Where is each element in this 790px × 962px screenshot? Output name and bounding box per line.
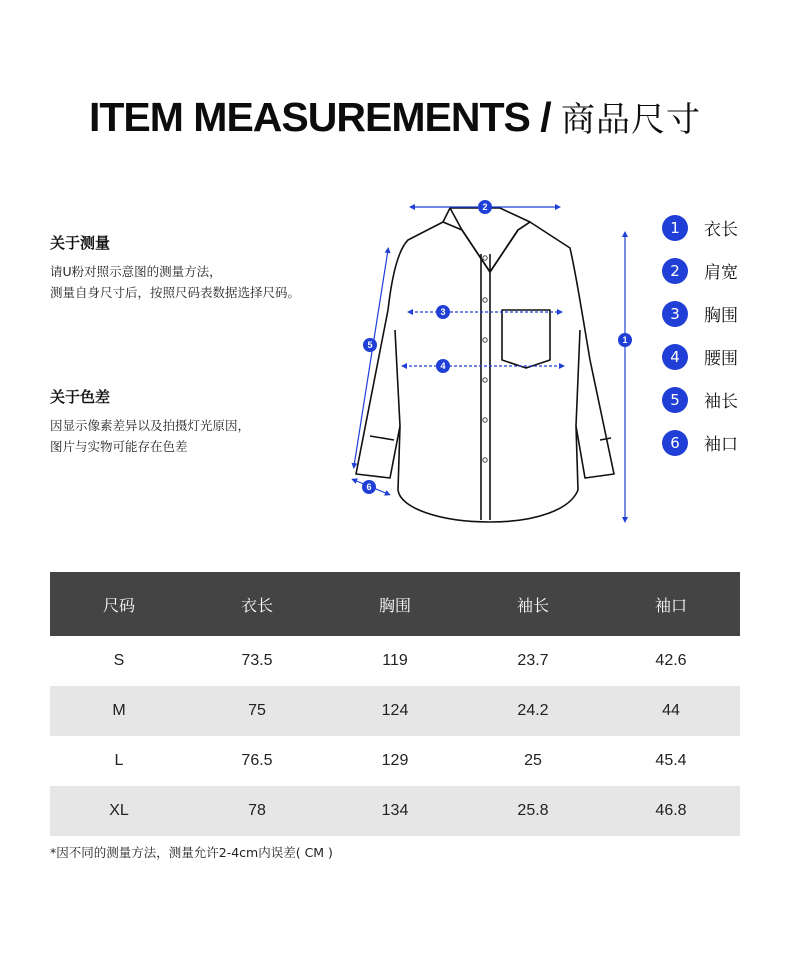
legend-item xyxy=(662,335,738,378)
legend-item xyxy=(662,249,738,292)
table-cell: 46.8 xyxy=(602,786,740,836)
measure-info-line1: 请U粉对照示意图的测量方法， xyxy=(50,264,222,279)
table-row xyxy=(50,636,740,686)
header-cuff: 袖口 xyxy=(602,572,740,636)
number-6-icon: 6 xyxy=(662,430,688,456)
color-info xyxy=(50,386,250,457)
header-sleeve: 袖长 xyxy=(464,572,602,636)
marker-6-label: 6 xyxy=(366,482,372,492)
shirt-outline xyxy=(356,208,614,522)
table-cell: 24.2 xyxy=(464,686,602,736)
table-cell: 134 xyxy=(326,786,464,836)
table-cell: L xyxy=(114,752,124,769)
marker-1-label: 1 xyxy=(622,335,628,345)
table-cell: 45.4 xyxy=(655,752,687,769)
number-4-icon: 4 xyxy=(662,344,688,370)
table-cell: 78 xyxy=(188,786,326,836)
table-row xyxy=(50,736,740,786)
legend-label: 肩宽 xyxy=(704,263,738,283)
page-title xyxy=(0,92,790,141)
header-chest: 胸围 xyxy=(326,572,464,636)
table-cell: 25 xyxy=(524,752,542,769)
marker-2-label: 2 xyxy=(482,202,488,212)
number-3-icon: 3 xyxy=(662,301,688,327)
color-info-line1: 因显示像素差异以及拍摄灯光原因， xyxy=(50,418,251,433)
table-cell: 124 xyxy=(326,686,464,736)
title-cn: 商品尺寸 xyxy=(561,100,702,140)
header-size: 尺码 xyxy=(50,572,188,636)
table-row xyxy=(50,686,740,736)
legend-item xyxy=(662,206,738,249)
table-cell: 44 xyxy=(602,686,740,736)
table-cell: 76.5 xyxy=(241,752,273,769)
table-cell: 129 xyxy=(381,752,409,769)
size-table xyxy=(50,572,740,836)
table-row xyxy=(50,786,740,836)
table-cell: 42.6 xyxy=(655,652,687,669)
legend-label: 袖口 xyxy=(704,435,738,455)
marker-3-label: 3 xyxy=(440,307,446,317)
title-en: ITEM MEASUREMENTS / xyxy=(88,94,562,140)
legend-label: 腰围 xyxy=(704,349,738,369)
marker-4-label: 4 xyxy=(440,361,446,371)
table-cell: 75 xyxy=(188,686,326,736)
number-1-icon: 1 xyxy=(662,215,688,241)
table-cell: 73.5 xyxy=(241,652,273,669)
table-cell: 25.8 xyxy=(464,786,602,836)
number-5-icon: 5 xyxy=(662,387,688,413)
color-info-heading: 关于色差 xyxy=(50,388,111,406)
color-info-line2: 图片与实物可能存在色差 xyxy=(50,439,188,454)
legend-label: 袖长 xyxy=(704,392,738,412)
measure-info xyxy=(50,232,300,303)
table-header-row xyxy=(50,572,740,636)
legend-label: 衣长 xyxy=(704,220,738,240)
header-length: 衣长 xyxy=(188,572,326,636)
marker-5-label: 5 xyxy=(367,340,373,350)
tolerance-note: *因不同的测量方法，测量允许2-4cm内误差( CM ) xyxy=(50,845,333,860)
table-cell: 23.7 xyxy=(517,652,549,669)
legend-item xyxy=(662,421,738,464)
table-cell: 119 xyxy=(382,652,408,669)
legend-label: 胸围 xyxy=(704,306,738,326)
table-cell: XL xyxy=(50,786,188,836)
number-2-icon: 2 xyxy=(662,258,688,284)
legend-item xyxy=(662,378,738,421)
table-cell: M xyxy=(50,686,188,736)
measurement-legend xyxy=(662,206,738,464)
measure-info-line2: 测量自身尺寸后，按照尺码表数据选择尺码。 xyxy=(50,285,301,300)
measure-info-heading: 关于测量 xyxy=(50,234,111,252)
legend-item xyxy=(662,292,738,335)
table-cell: S xyxy=(113,652,125,669)
shirt-diagram xyxy=(330,190,640,535)
